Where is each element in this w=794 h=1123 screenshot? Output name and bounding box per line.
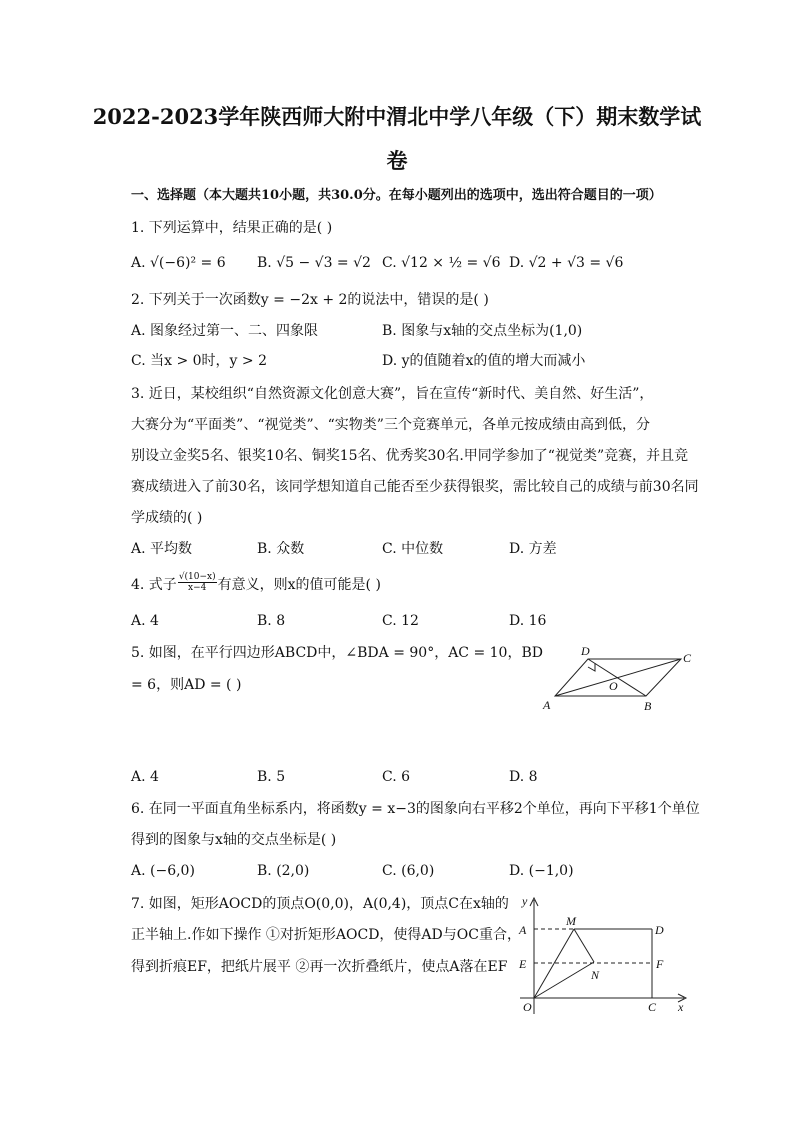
question-5-option-b: B. 5 — [257, 769, 286, 785]
question-1-option-a: A. √(−6)² = 6 — [131, 255, 226, 271]
question-4-stem — [131, 574, 381, 595]
figure7-label-n: N — [591, 968, 600, 982]
section-header: 一、选择题（本大题共10小题，共30.0分。在每小题列出的选项中，选出符合题目的一项） — [131, 188, 662, 203]
question-6-option-b: B. (2,0) — [257, 863, 310, 879]
segment-mn — [574, 929, 594, 962]
question-4-fraction — [178, 572, 217, 593]
question-1-option-c: C. √12 × ½ = √6 — [382, 255, 501, 271]
question-2-option-c: C. 当x > 0时，y > 2 — [131, 353, 267, 369]
question-3-option-c: C. 中位数 — [382, 541, 444, 557]
question-5-option-c: C. 6 — [382, 769, 411, 785]
question-7-stem-line3: 得到折痕EF，把纸片展平 ②再一次折叠纸片，使点A落在EF — [131, 959, 508, 975]
question-7-stem-line2: 正半轴上.作如下操作 ①对折矩形AOCD，使得AD与OC重合， — [131, 927, 521, 943]
figure7-label-a: A — [519, 923, 527, 937]
question-6-option-a: A. (−6,0) — [131, 863, 195, 879]
document-title-line1: 2022-2023学年陕西师大附中渭北中学八年级（下）期末数学试 — [92, 104, 702, 129]
document-title-line2: 卷 — [386, 148, 408, 173]
question-1-option-b: B. √5 − √3 = √2 — [257, 255, 371, 271]
rectangle-fold-figure — [510, 890, 690, 1020]
figure7-label-c: C — [648, 1000, 657, 1014]
question-4-numerator: √(10−x) — [178, 572, 216, 582]
diagonal-ac — [555, 659, 681, 696]
segment-om — [534, 929, 574, 998]
question-5-option-a: A. 4 — [131, 769, 159, 785]
question-3-stem-line1: 3. 近日，某校组织“自然资源文化创意大赛”，旨在宣传“新时代、美自然、好生活”， — [131, 386, 654, 402]
question-3-option-a: A. 平均数 — [131, 541, 193, 557]
figure5-label-d: D — [581, 644, 590, 658]
figure7-label-e: E — [519, 957, 527, 971]
question-3-stem-line2: 大赛分为“平面类”、“视觉类”、“实物类”三个竞赛单元，各单元按成绩由高到低，分 — [131, 417, 650, 433]
figure5-label-c: C — [683, 651, 692, 665]
question-4-option-b: B. 8 — [257, 613, 286, 629]
question-3-option-b: B. 众数 — [257, 541, 305, 557]
right-angle-mark — [588, 663, 595, 671]
figure7-label-y: y — [522, 894, 528, 908]
question-6-option-d: D. (−1,0) — [509, 863, 574, 879]
question-4-prefix: 4. 式子 — [131, 576, 177, 593]
parallelogram-figure — [538, 643, 698, 713]
segment-on — [534, 962, 594, 998]
question-3-stem-line3: 别设立金奖5名、银奖10名、铜奖15名、优秀奖30名.甲同学参加了“视觉类”竞赛，并且竞 — [131, 448, 689, 464]
figure5-label-b: B — [644, 699, 652, 713]
question-5-stem-line1: 5. 如图，在平行四边形ABCD中，∠BDA = 90°，AC = 10，BD — [131, 645, 543, 661]
question-6-stem-line2: 得到的图象与x轴的交点坐标是( ) — [131, 832, 337, 848]
question-2-option-d: D. y的值随着x的值的增大而减小 — [382, 353, 586, 369]
figure7-label-x: x — [678, 1000, 684, 1014]
question-1-stem: 1. 下列运算中，结果正确的是( ) — [131, 220, 333, 236]
question-7-stem-line1: 7. 如图，矩形AOCD的顶点O(0,0)，A(0,4)，顶点C在x轴的 — [131, 896, 509, 912]
figure7-label-d: D — [655, 923, 664, 937]
question-4-option-a: A. 4 — [131, 613, 159, 629]
figure5-label-o: O — [609, 679, 618, 693]
figure7-label-f: F — [656, 957, 664, 971]
question-5-stem-line2: = 6，则AD = ( ) — [131, 677, 242, 693]
question-3-stem-line5: 学成绩的( ) — [131, 510, 203, 526]
question-2-stem: 2. 下列关于一次函数y = −2x + 2的说法中，错误的是( ) — [131, 292, 489, 308]
question-2-option-a: A. 图象经过第一、二、四象限 — [131, 323, 319, 339]
question-4-option-d: D. 16 — [509, 613, 547, 629]
question-1-option-d: D. √2 + √3 = √6 — [509, 255, 624, 271]
question-3-option-d: D. 方差 — [509, 541, 557, 557]
question-4-denominator: x−4 — [188, 583, 207, 593]
question-6-option-c: C. (6,0) — [382, 863, 435, 879]
question-3-stem-line4: 赛成绩进入了前30名，该同学想知道自己能否至少获得银奖，需比较自己的成绩与前30名同 — [131, 479, 699, 495]
question-4-option-c: C. 12 — [382, 613, 419, 629]
question-6-stem-line1: 6. 在同一平面直角坐标系内，将函数y = x−3的图象向右平移2个单位，再向下平移1个单位 — [131, 801, 700, 817]
question-2-option-b: B. 图象与x轴的交点坐标为(1,0) — [382, 323, 583, 339]
figure7-label-o: O — [523, 1000, 532, 1014]
figure5-label-a: A — [543, 698, 551, 712]
figure7-label-m: M — [566, 914, 576, 928]
question-4-suffix: 有意义，则x的值可能是( ) — [217, 576, 381, 593]
question-5-option-d: D. 8 — [509, 769, 538, 785]
